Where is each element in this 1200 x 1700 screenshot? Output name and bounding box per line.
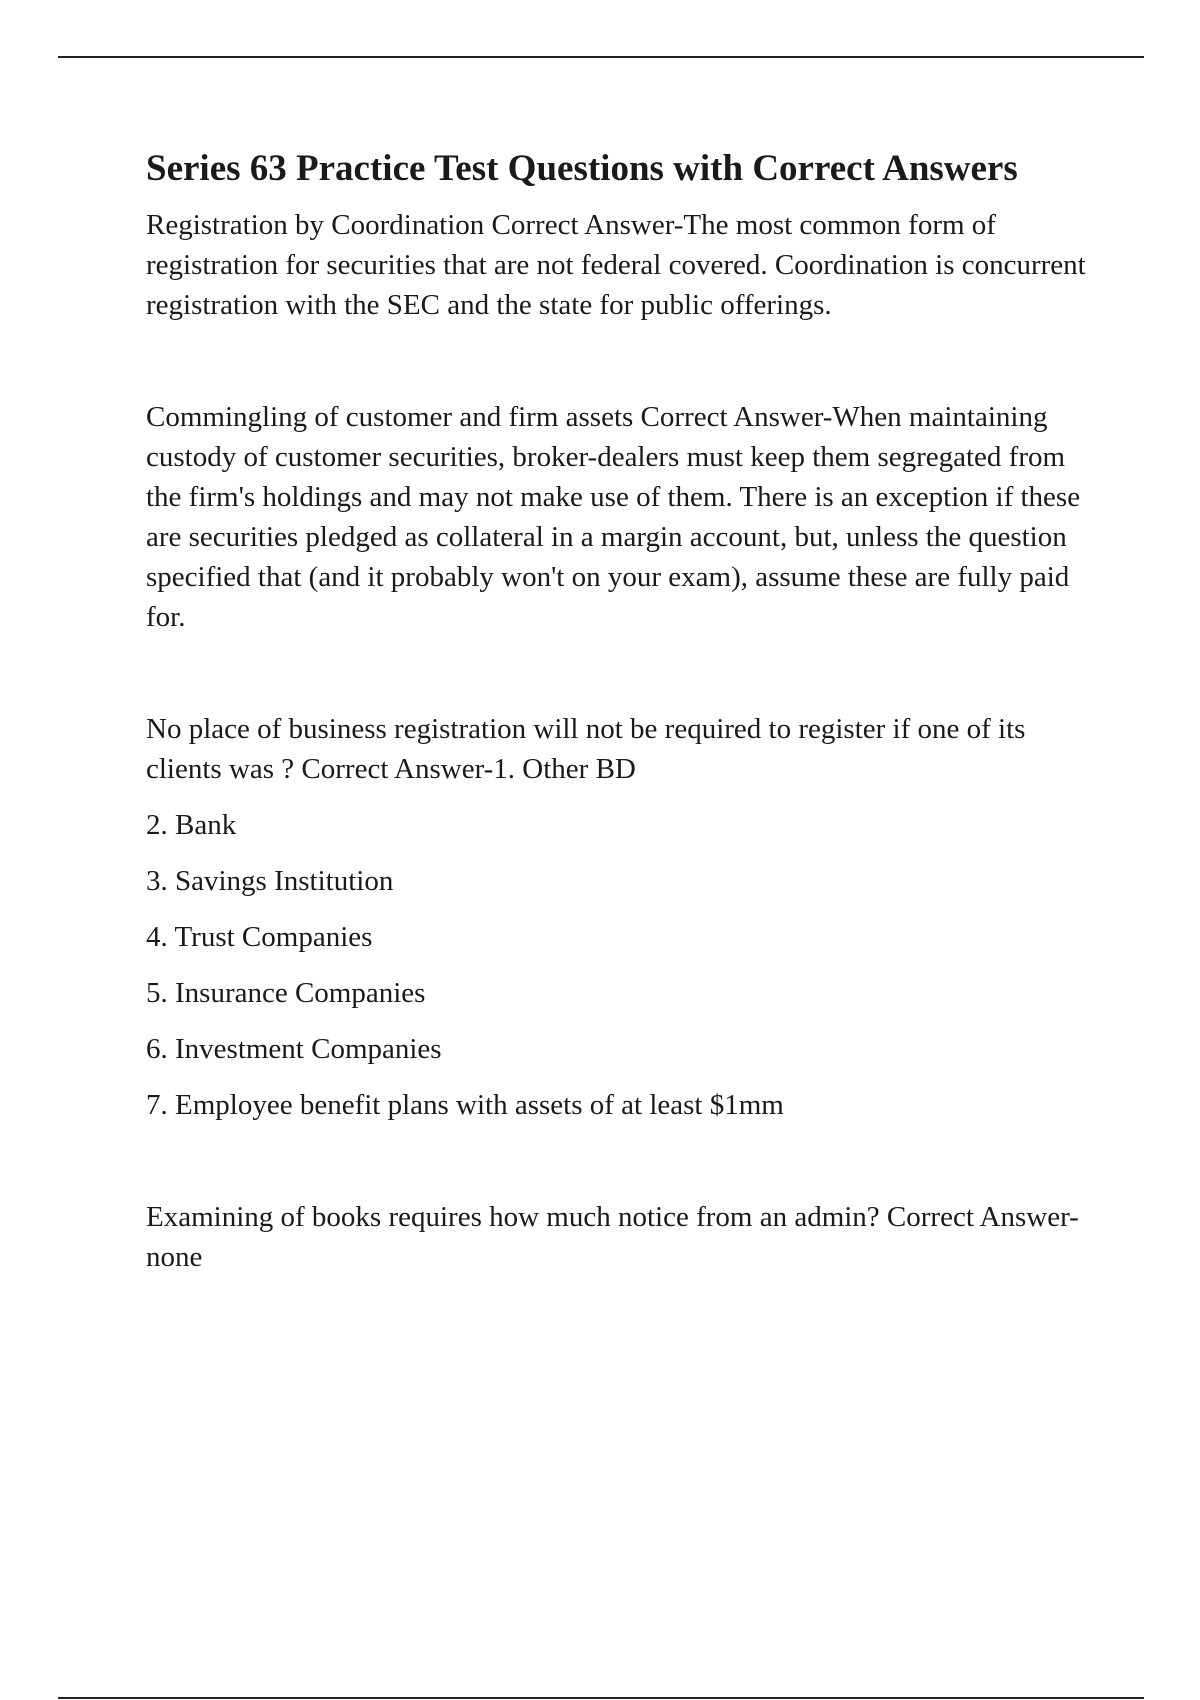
document-title: Series 63 Practice Test Questions with Correct Answers — [146, 148, 1018, 189]
list-item: 3. Savings Institution — [146, 865, 394, 897]
answer-list — [146, 805, 1106, 1125]
footer-rule — [58, 1697, 1144, 1699]
entry-spacer — [146, 1125, 1106, 1197]
list-item: 7. Employee benefit plans with assets of at least $1mm — [146, 1089, 784, 1121]
qa-entry-place-of-business: No place of business registration will not be required to register if one of its clients was ? Correct Answer-1. Other BD — [146, 713, 1026, 785]
list-item: 5. Insurance Companies — [146, 977, 426, 1009]
document-body — [146, 143, 1106, 1277]
list-item: 2. Bank — [146, 809, 237, 841]
list-item: 6. Investment Companies — [146, 1033, 442, 1065]
qa-entry-examining-books: Examining of books requires how much notice from an admin? Correct Answer-none — [146, 1201, 1079, 1273]
list-item: 4. Trust Companies — [146, 921, 373, 953]
qa-entry-coordination: Registration by Coordination Correct Answer-The most common form of registration for securities that are not federal covered. Coordination is concurrent registration with the SEC and the state for public offerings. — [146, 209, 1086, 321]
entry-spacer — [146, 325, 1106, 397]
header-rule — [58, 56, 1144, 58]
qa-entry-commingling: Commingling of customer and firm assets Correct Answer-When maintaining custody of customer securities, broker-dealers must keep them segregated from the firm's holdings and may not make use of them. There is an exception if these are securities pledged as collateral in a margin account, but, unless the question specified that (and it probably won't on your exam), assume these are fully paid for. — [146, 401, 1081, 633]
entry-spacer — [146, 637, 1106, 709]
